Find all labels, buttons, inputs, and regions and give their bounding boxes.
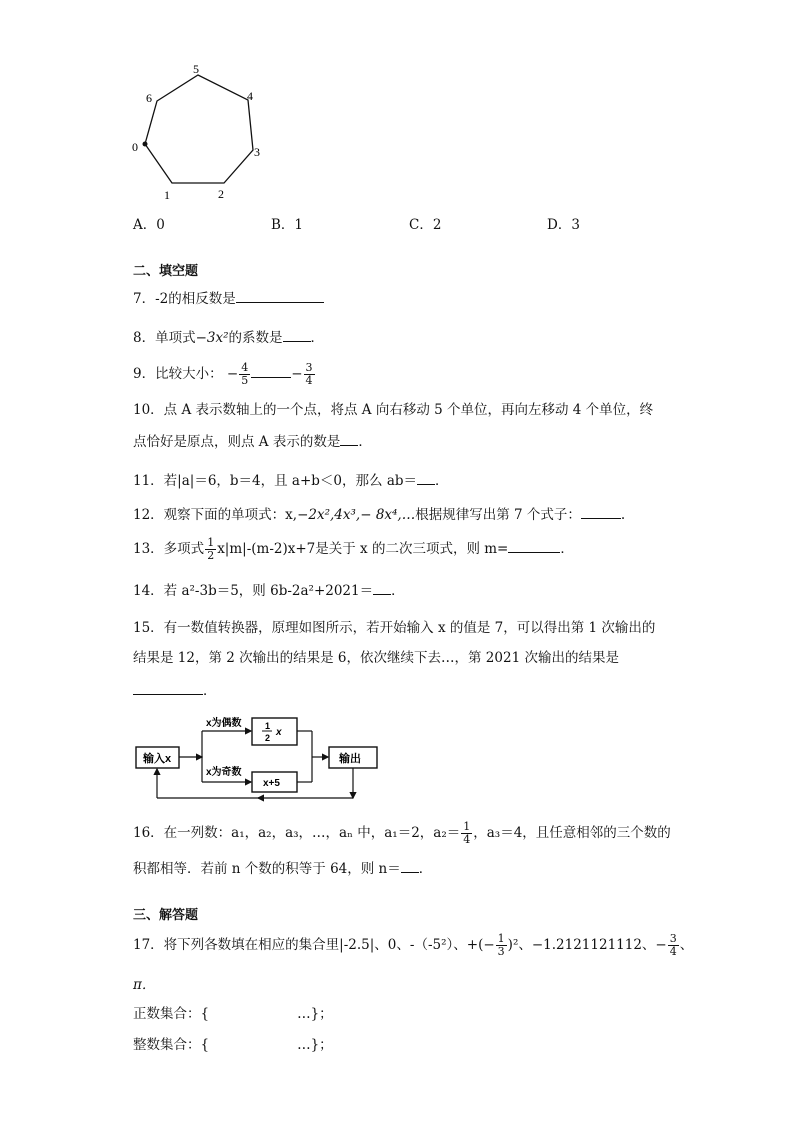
start-point xyxy=(143,142,148,147)
q8-expr: −3x² xyxy=(195,330,229,346)
positive-set-label: 正数集合：{ xyxy=(133,1006,210,1022)
q12-end: . xyxy=(620,507,626,523)
q10-answer-blank[interactable] xyxy=(340,431,358,446)
question-17-line-2 xyxy=(133,975,155,995)
option-a[interactable]: A．0 xyxy=(133,217,165,233)
q13-end: ． xyxy=(560,541,574,557)
section-fill-blank: 二、填空题 xyxy=(133,264,199,279)
vertex-label-1: 1 xyxy=(164,188,170,202)
q15-answer-blank[interactable] xyxy=(133,680,203,695)
q7-text: 7．-2的相反数是 xyxy=(133,291,236,307)
question-16-line-2 xyxy=(133,858,432,879)
q10-end: ． xyxy=(358,434,372,450)
q8-pre: 8．单项式 xyxy=(133,330,196,346)
question-10-line-2 xyxy=(133,431,372,452)
q12-expr: −2x²,4x³,− 8x⁴,… xyxy=(297,507,416,523)
section-answer: 三、解答题 xyxy=(133,908,199,923)
q16-d: 4 xyxy=(463,833,471,846)
flowchart xyxy=(132,710,382,805)
flow-odd-label: x为奇数 xyxy=(206,767,242,778)
flow-half-x: x xyxy=(276,727,282,738)
q17-tail: 、 xyxy=(679,937,694,953)
q13-expr: x|m|-(m-2)x+7 xyxy=(217,541,316,557)
q17-d2: 4 xyxy=(669,945,677,958)
flow-half-num: 1 xyxy=(265,721,271,731)
flow-half-den: 2 xyxy=(265,733,271,743)
q9-d1: 5 xyxy=(241,374,249,387)
q11-answer-blank[interactable] xyxy=(417,470,435,485)
q11-end: ． xyxy=(435,473,449,489)
q13-fraction xyxy=(205,537,216,562)
q16-fraction xyxy=(461,821,472,846)
q9-fraction-1 xyxy=(239,362,250,387)
option-b[interactable]: B．1 xyxy=(271,217,304,233)
q9-pre: 9．比较大小： xyxy=(133,366,223,382)
q7-answer-blank[interactable] xyxy=(236,288,324,303)
q9-sign2: − xyxy=(291,366,303,382)
flow-even-label: x为偶数 xyxy=(206,718,242,729)
q9-fraction-2 xyxy=(304,362,315,387)
heptagon-outline xyxy=(145,75,253,183)
q17-fraction-2 xyxy=(668,933,679,958)
q9-n2: 3 xyxy=(305,361,313,374)
q13-n: 1 xyxy=(207,536,215,549)
q12-pre: 12．观察下面的单项式：x, xyxy=(133,507,298,523)
positive-set-end: …}； xyxy=(297,1006,333,1022)
flow-plus-label: x+5 xyxy=(263,778,280,789)
vertex-label-0: 0 xyxy=(132,140,138,154)
q8-answer-blank[interactable] xyxy=(283,327,311,342)
q15-end: ． xyxy=(203,683,217,699)
q17-pre: 17．将下列各数填在相应的集合里|-2.5|、0、-（-5²）、+(− xyxy=(133,937,495,953)
q8-post: 的系数是 xyxy=(228,330,283,346)
q16-l2: 积都相等．若前 n 个数的积等于 64，则 n＝ xyxy=(133,861,401,877)
q9-d2: 4 xyxy=(305,374,313,387)
q17-n: 1 xyxy=(497,932,505,945)
vertex-label-2: 2 xyxy=(218,187,224,201)
q17-pi: π． xyxy=(133,977,156,993)
q9-n1: 4 xyxy=(241,361,249,374)
integer-set-label: 整数集合：{ xyxy=(133,1037,210,1053)
question-15-line-2: 结果是 12，第 2 次输出的结果是 6，依次继续下去…，第 2021 次输出的结果是 xyxy=(133,650,619,666)
q17-d: 3 xyxy=(497,945,505,958)
flow-half-box xyxy=(252,718,297,745)
q12-answer-blank[interactable] xyxy=(581,504,621,519)
question-17-line-1 xyxy=(133,928,693,962)
q13-post: 是关于 x 的二次三项式，则 m= xyxy=(315,541,509,557)
question-15-line-3 xyxy=(133,680,217,701)
vertex-label-3: 3 xyxy=(254,145,260,159)
question-10-line-1: 10．点 A 表示数轴上的一个点，将点 A 向右移动 5 个单位，再向左移动 4 个单位，终 xyxy=(133,402,654,418)
q13-d: 2 xyxy=(207,549,215,562)
q13-answer-blank[interactable] xyxy=(508,538,560,553)
question-16-line-1 xyxy=(133,818,671,848)
positive-set xyxy=(133,1004,333,1024)
q17-n2: 3 xyxy=(669,932,677,945)
q16-l1a: 16．在一列数：a₁，a₂，a₃，…，aₙ 中，a₁＝2，a₂＝ xyxy=(133,825,461,841)
flow-input-label: 输入x xyxy=(143,753,172,765)
q13-pre: 13．多项式 xyxy=(133,541,205,557)
question-7 xyxy=(133,288,324,309)
question-14 xyxy=(133,580,405,601)
q17-post: )²、−1.2121121112、− xyxy=(507,937,667,953)
q12-post: 根据规律写出第 7 个式子： xyxy=(415,507,581,523)
flow-output-label: 输出 xyxy=(339,753,361,765)
question-11 xyxy=(133,470,449,491)
question-15-line-1: 15．有一数值转换器，原理如图所示，若开始输入 x 的值是 7，可以得出第 1 次输出的 xyxy=(133,620,656,636)
q10-l2: 点恰好是原点，则点 A 表示的数是 xyxy=(133,434,341,450)
integer-set xyxy=(133,1035,333,1055)
q16-end: ． xyxy=(418,861,433,877)
q17-fraction-1 xyxy=(496,933,507,958)
heptagon-figure xyxy=(128,60,278,205)
vertex-label-4: 4 xyxy=(247,89,253,103)
q16-n: 1 xyxy=(463,820,471,833)
q9-answer-blank[interactable] xyxy=(251,363,291,378)
vertex-label-5: 5 xyxy=(193,62,199,76)
option-c[interactable]: C．2 xyxy=(409,217,442,233)
q16-answer-blank[interactable] xyxy=(401,858,419,873)
q16-l1b: ，a₃＝4，且任意相邻的三个数的 xyxy=(473,825,671,841)
q14-answer-blank[interactable] xyxy=(373,580,391,595)
q8-end: ． xyxy=(310,330,325,346)
question-9 xyxy=(133,357,316,391)
q11-text: 11．若|a|＝6，b＝4，且 a+b＜0，那么 ab＝ xyxy=(133,473,418,489)
question-12 xyxy=(133,504,625,525)
q9-sign1: − xyxy=(226,366,239,382)
option-d[interactable]: D．3 xyxy=(547,217,580,233)
question-8 xyxy=(133,327,324,348)
q14-end: ． xyxy=(391,583,405,599)
integer-set-end: …}； xyxy=(297,1037,333,1053)
vertex-label-6: 6 xyxy=(146,91,152,105)
q14-text: 14．若 a²-3b＝5，则 6b-2a²+2021＝ xyxy=(133,583,374,599)
question-13 xyxy=(133,532,574,566)
